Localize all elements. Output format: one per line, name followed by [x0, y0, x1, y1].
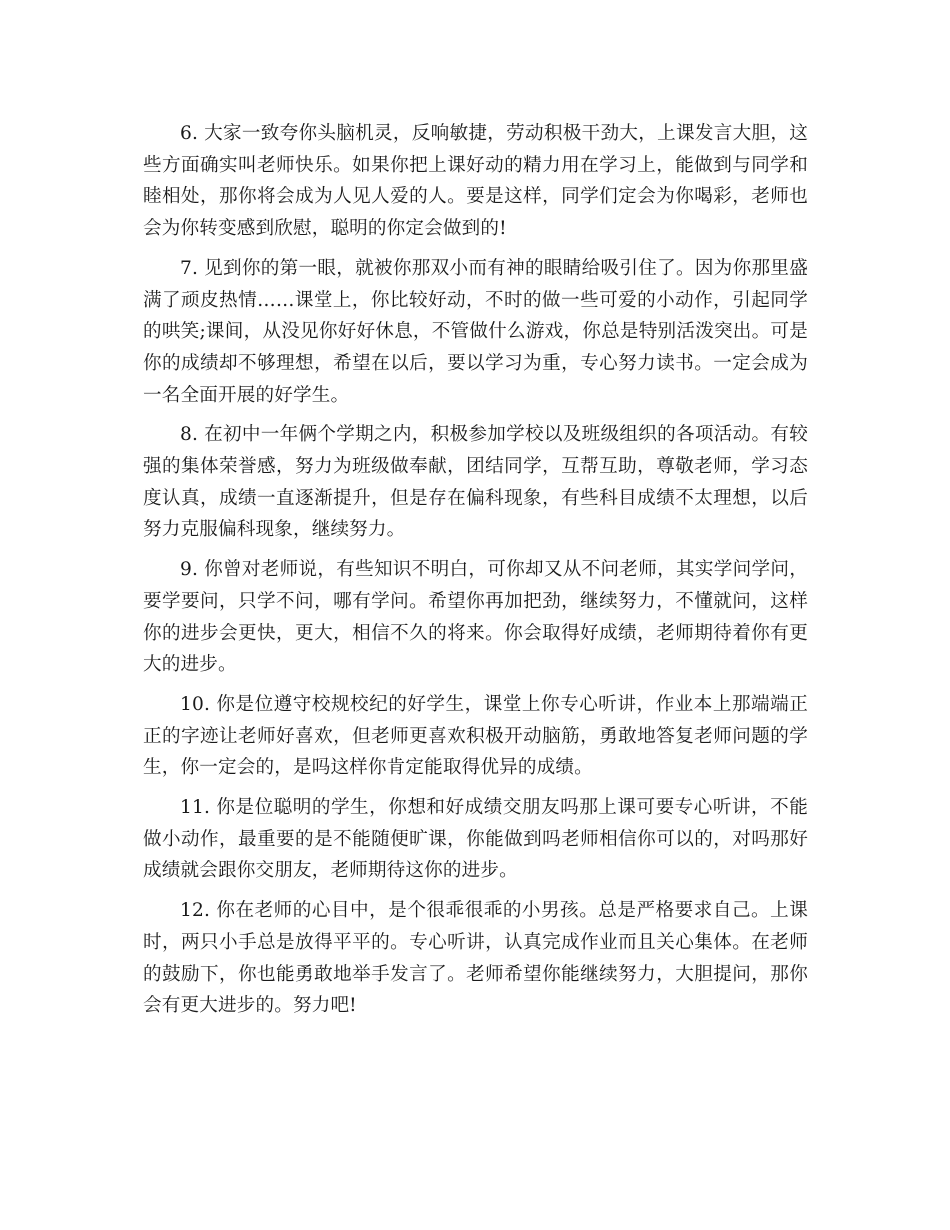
paragraph-number: 8. — [180, 424, 199, 446]
paragraph-number: 12. — [180, 900, 211, 922]
paragraph-text: 你是位聪明的学生，你想和好成绩交朋友吗那上课可要专心听讲，不能做小动作，最重要的是不能随便旷课，你能做到吗老师相信你可以的，对吗那好成绩就会跟你交朋友，老师期待这你的进步。 — [143, 797, 808, 882]
paragraph-12 — [143, 895, 808, 1022]
paragraph-number: 9. — [180, 559, 199, 581]
paragraph-text: 大家一致夸你头脑机灵，反响敏捷，劳动积极干劲大，上课发言大胆，这些方面确实叫老师快乐。如果你把上课好动的精力用在学习上，能做到与同学和睦相处，那你将会成为人见人爱的人。要是这样，同学们定会为你喝彩，老师也会为你转变感到欣慰，聪明的你定会做到的! — [143, 123, 808, 240]
paragraph-number: 10. — [180, 693, 211, 715]
paragraph-text: 你曾对老师说，有些知识不明白，可你却又从不问老师，其实学问学问，要学要问，只学不问，哪有学问。希望你再加把劲，继续努力，不懂就问，这样你的进步会更快，更大，相信不久的将来。你会取得好成绩，老师期待着你有更大的进步。 — [143, 559, 808, 676]
paragraph-11 — [143, 792, 808, 887]
paragraph-number: 6. — [180, 123, 199, 144]
paragraph-9 — [143, 554, 808, 681]
paragraph-7 — [143, 253, 808, 412]
paragraph-8 — [143, 419, 808, 546]
paragraph-text: 见到你的第一眼，就被你那双小而有神的眼睛给吸引住了。因为你那里盛满了顽皮热情……课堂上，你比较好动，不时的做一些可爱的小动作，引起同学的哄笑;课间，从没见你好好休息，不管做什么游戏，你总是特别活泼突出。可是你的成绩却不够理想，希望在以后，要以学习为重，专心努力读书。一定会成为一名全面开展的好学生。 — [143, 257, 808, 406]
paragraph-number: 7. — [180, 257, 199, 279]
paragraph-6 — [143, 118, 808, 245]
paragraph-10 — [143, 689, 808, 784]
paragraph-text: 你是位遵守校规校纪的好学生，课堂上你专心听讲，作业本上那端端正正的字迹让老师好喜欢，但老师更喜欢积极开动脑筋，勇敢地答复老师问题的学生，你一定会的，是吗这样你肯定能取得优异的成绩。 — [143, 693, 808, 779]
paragraph-number: 11. — [180, 797, 211, 819]
paragraph-text: 在初中一年俩个学期之内，积极参加学校以及班级组织的各项活动。有较强的集体荣誉感，努力为班级做奉献，团结同学，互帮互助，尊敬老师，学习态度认真，成绩一直逐渐提升，但是存在偏科现象，有些科目成绩不太理想，以后努力克服偏科现象，继续努力。 — [143, 424, 808, 541]
paragraph-text: 你在老师的心目中，是个很乖很乖的小男孩。总是严格要求自己。上课时，两只小手总是放得平平的。专心听讲，认真完成作业而且关心集体。在老师的鼓励下，你也能勇敢地举手发言了。老师希望你能继续努力，大胆提问，那你会有更大进步的。努力吧! — [143, 900, 808, 1017]
document-body — [143, 118, 808, 1030]
